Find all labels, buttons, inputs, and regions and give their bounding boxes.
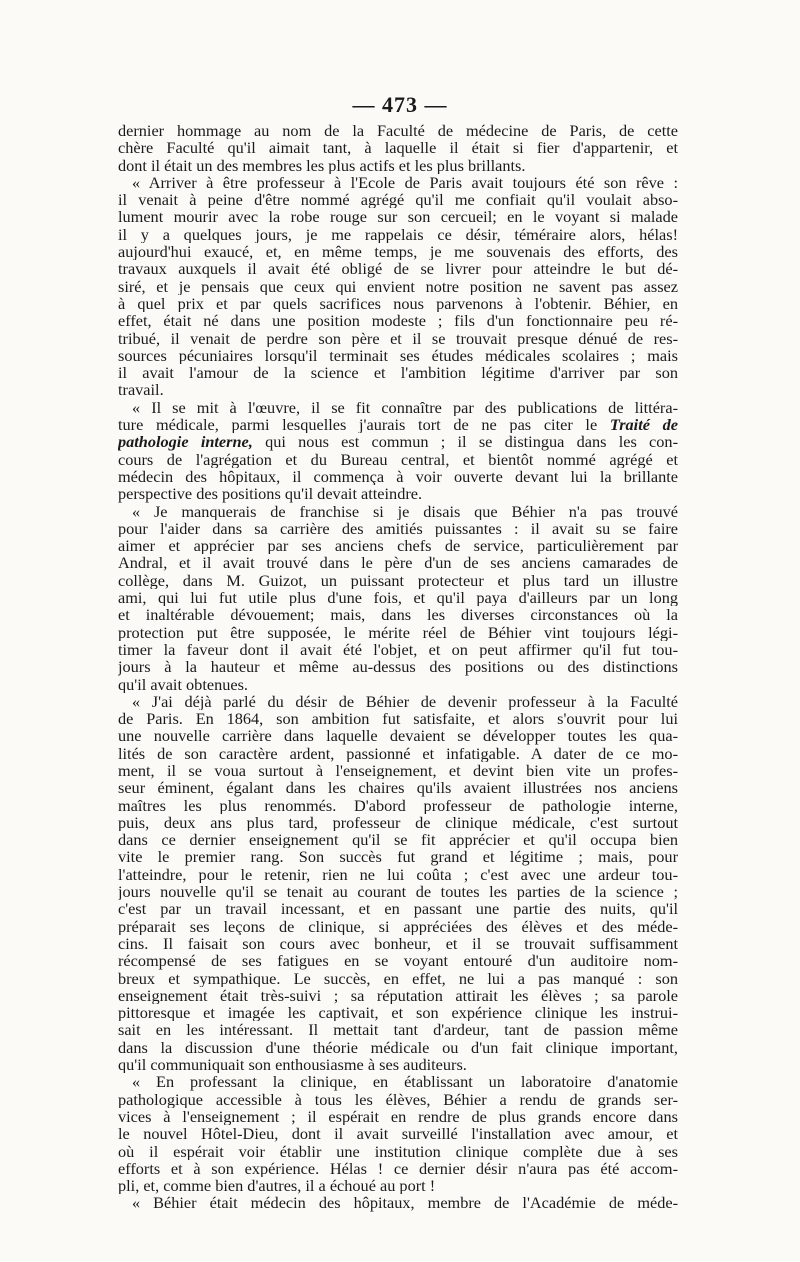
text-line: pathologie interne, qui nous est commun ; il se distingua dans les con- bbox=[118, 433, 678, 451]
text-line: il avait l'amour de la science et l'ambition légitime d'arriver par son bbox=[118, 364, 678, 382]
text-line: lités de son caractère ardent, passionné et infatigable. A dater de ce mo- bbox=[118, 744, 678, 762]
text-line: perspective des positions qu'il devait atteindre. bbox=[118, 485, 423, 503]
text-line: pour l'aider dans sa carrière des amitiés puissantes : il avait su se faire bbox=[118, 519, 678, 538]
text-line: Andral, et il avait trouvé dans le père d'un de ses anciens camarades de bbox=[118, 554, 678, 572]
text-line: « En professant la clinique, en établissant un laboratoire d'anatomie bbox=[132, 1073, 678, 1091]
text-line: lument mourir avec la robe rouge sur son cercueil; en le voyant si malade bbox=[118, 208, 678, 226]
text-line: jours à la hauteur et même au-dessus des positions ou des distinctions bbox=[118, 658, 678, 676]
text-line: qu'il avait obtenues. bbox=[118, 675, 248, 693]
text-line: « J'ai déjà parlé du désir de Béhier de devenir professeur à la Faculté bbox=[132, 692, 678, 711]
text-line: dont il était un des membres les plus actifs et les plus brillants. bbox=[118, 156, 526, 174]
text-line: médecin des hôpitaux, il commença à voir ouverte devant lui la brillante bbox=[118, 467, 678, 486]
text-line: sources pécuniaires lorsqu'il terminait ses études médicales scolaires ; mais bbox=[118, 346, 678, 365]
text-line: cins. Il faisait son cours avec bonheur, et il se trouvait suffisamment bbox=[118, 934, 678, 953]
text-line: pli, et, comme bien d'autres, il a échoué au port ! bbox=[118, 1177, 436, 1195]
text-line: récompensé de ses fatigues en se voyant entouré d'un auditoire nom- bbox=[118, 952, 678, 970]
text-line: seur éminent, égalant dans les chaires qu'ils avaient illustrées nos anciens bbox=[118, 779, 678, 797]
text-line: « Arriver à être professeur à l'Ecole de Paris avait toujours été son rêve : bbox=[132, 173, 678, 192]
text-line: aimer et apprécier par ses anciens chefs de service, particulièrement par bbox=[118, 537, 678, 555]
text-line: siré, et je pensais que ceux qui envient notre position ne savent pas assez bbox=[118, 277, 678, 295]
text-line: ment, il se voua surtout à l'enseignement, et devint bien vite un profes- bbox=[118, 761, 678, 780]
text-line: et inaltérable dévouement; mais, dans les diverses circonstances où la bbox=[118, 606, 678, 624]
text-line: puis, deux ans plus tard, professeur de clinique médicale, c'est surtout bbox=[118, 813, 678, 832]
text-line: timer la faveur dont il avait été l'objet, et on peut affirmer qu'il fut tou- bbox=[118, 640, 678, 659]
text-line: où il espérait voir établir une institution clinique complète due à ses bbox=[118, 1142, 678, 1160]
text-line: travail. bbox=[118, 381, 164, 399]
text-line: qu'il communiquait son enthousiasme à ses auditeurs. bbox=[118, 1056, 467, 1074]
text-line: il y a quelques jours, je me rappelais ce désir, téméraire alors, hélas! bbox=[118, 225, 678, 244]
text-line: dans ce dernier enseignement qu'il se fit apprécier et qu'il occupa bien bbox=[118, 831, 678, 849]
text-line: travaux auxquels il avait été obligé de se livrer pour atteindre le but dé- bbox=[118, 260, 678, 278]
text-line: préparait ses leçons de clinique, si appréciées des élèves et des méde- bbox=[118, 917, 678, 935]
text-line: c'est par un travail incessant, et en passant une partie des nuits, qu'il bbox=[118, 900, 678, 918]
text-line: pittoresque et imagée les captivait, et son expérience clinique les instrui- bbox=[118, 1004, 678, 1022]
text-line: le nouvel Hôtel-Dieu, dont il avait surveillé l'installation avec amour, et bbox=[118, 1125, 678, 1143]
text-line: jours nouvelle qu'il se tenait au courant de toutes les parties de la science ; bbox=[118, 883, 678, 901]
body-text bbox=[118, 122, 678, 1212]
text-line: une nouvelle carrière dans laquelle devaient se développer toutes les qua- bbox=[118, 727, 678, 745]
text-line: ture médicale, parmi lesquelles j'aurais tort de ne pas citer le Traité de bbox=[118, 416, 678, 434]
text-line: dans la discussion d'une théorie médicale ou d'un fait clinique important, bbox=[118, 1038, 678, 1057]
text-line: de Paris. En 1864, son ambition fut satisfaite, et alors s'ouvrit pour lui bbox=[118, 710, 678, 728]
text-line: sait en les intéressant. Il mettait tant d'ardeur, tant de passion même bbox=[118, 1021, 678, 1039]
text-line: aujourd'hui exaucé, et, en même temps, je me souvenais des efforts, des bbox=[118, 243, 678, 261]
page-number: — 473 — bbox=[352, 92, 448, 117]
text-line: breux et sympathique. Le succès, en effet, ne lui a pas manqué : son bbox=[118, 969, 678, 987]
text-line: maîtres les plus renommés. D'abord professeur de pathologie interne, bbox=[118, 796, 678, 814]
text-line: tribué, il venait de perdre son père et il se trouvait presque dénué de res- bbox=[118, 329, 678, 347]
text-line: collège, dans M. Guizot, un puissant protecteur et plus tard un illustre bbox=[118, 571, 678, 590]
text-line: vices à l'enseignement ; il espérait en rendre de plus grands encore dans bbox=[118, 1107, 678, 1126]
text-line: à quel prix et par quels sacrifices nous parvenons à l'obtenir. Béhier, en bbox=[118, 294, 678, 313]
text-line: ami, qui lui fut utile plus d'une fois, et qu'il paya d'ailleurs par un long bbox=[118, 589, 678, 607]
text-line: cours de l'agrégation et du Bureau central, et bientôt nommé agrégé et bbox=[118, 450, 678, 468]
text-line: vite le premier rang. Son succès fut grand et légitime ; mais, pour bbox=[118, 848, 678, 866]
text-line: efforts et à son expérience. Hélas ! ce dernier désir n'aura pas été accom- bbox=[118, 1159, 678, 1178]
text-line: protection put être supposée, le mérite réel de Béhier vint toujours légi- bbox=[118, 623, 678, 641]
text-line: chère Faculté qu'il aimait tant, à laquelle il était si fier d'appartenir, et bbox=[118, 139, 678, 157]
italic-title: pathologie interne, bbox=[118, 433, 253, 451]
text-line: l'atteindre, pour le retenir, rien ne lui coûta ; c'est avec une ardeur tou- bbox=[118, 865, 678, 884]
italic-title: Traité de bbox=[609, 416, 678, 434]
text-line: dernier hommage au nom de la Faculté de médecine de Paris, de cette bbox=[118, 122, 678, 140]
text-line: pathologique accessible à tous les élèves, Béhier a rendu de grands ser- bbox=[118, 1090, 678, 1108]
text-line: effet, était né dans une position modeste ; fils d'un fonctionnaire peu ré- bbox=[118, 312, 678, 330]
text-line: enseignement était très-suivi ; sa réputation attirait les élèves ; sa parole bbox=[118, 986, 678, 1005]
text-line: « Béhier était médecin des hôpitaux, membre de l'Académie de méde- bbox=[132, 1194, 678, 1212]
text-line: « Je manquerais de franchise si je disais que Béhier n'a pas trouvé bbox=[132, 502, 678, 520]
text-line: il venait à peine d'être nommé agrégé qu'il me confiait qu'il voulait abso- bbox=[118, 191, 678, 209]
text-line: « Il se mit à l'œuvre, il se fit connaître par des publications de littéra- bbox=[132, 398, 678, 417]
